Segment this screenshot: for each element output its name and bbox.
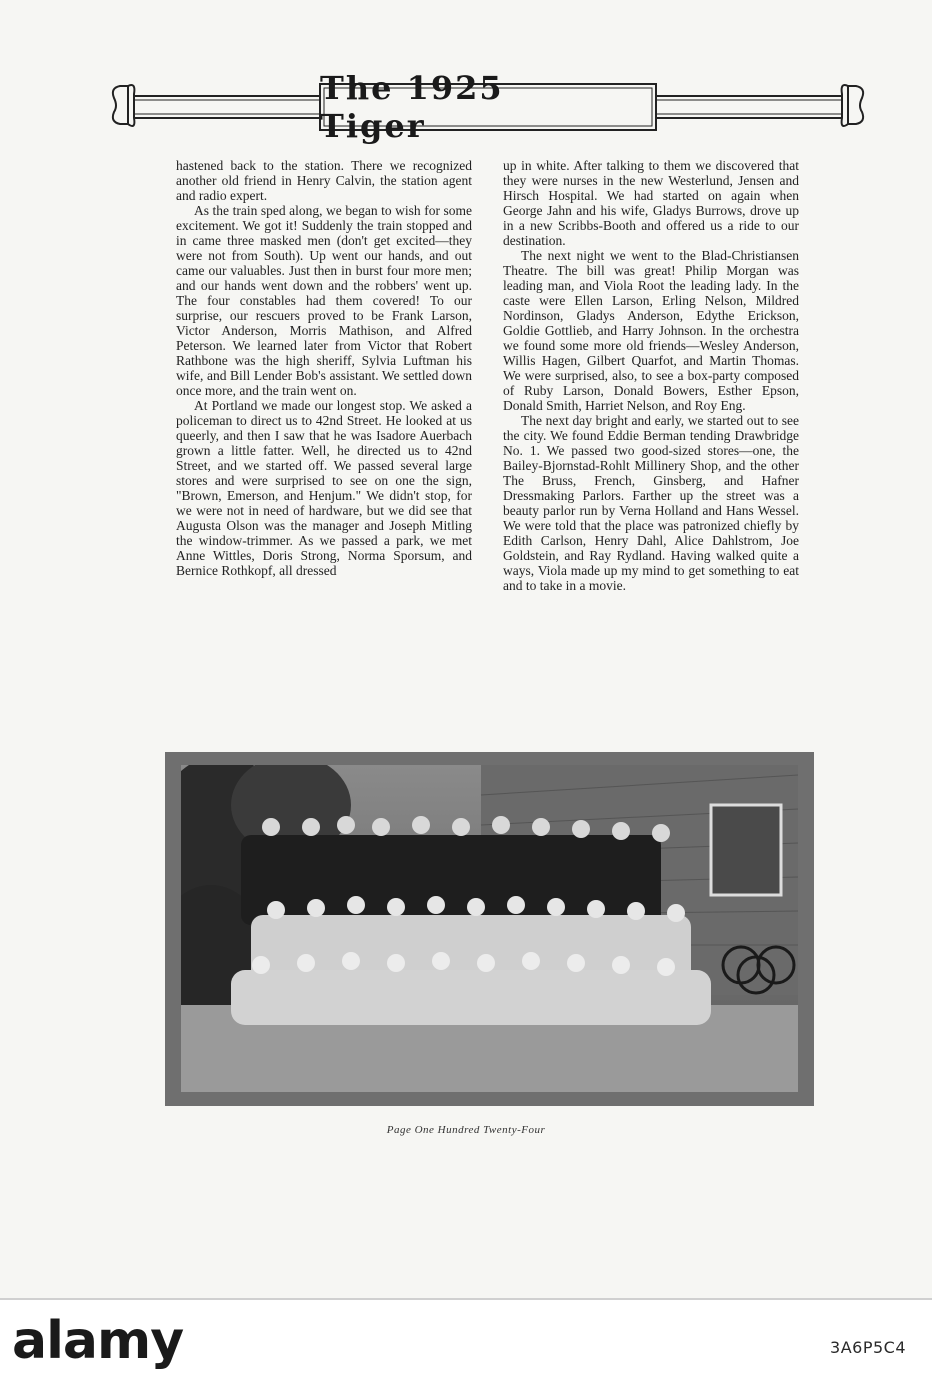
paragraph: up in white. After talking to them we discovered that they were nurses in the new Westerlund, Jensen and Hirsch Hospital. We had started on again when George Jahn and his wife, Gladys Burrows, drove up in a new Scribbs-Booth and offered us a ride to our destination.	[503, 158, 799, 248]
paragraph: At Portland we made our longest stop. We asked a policeman to direct us to 42nd Street. He looked at us queerly, and then I saw that he was Isadore Auerbach grown a little fatter. Well, he directed us to 42nd Street, and we started off. We passed several large stores and were surprised to see on one the sign, "Brown, Emerson, and Henjum." We didn't stop, for we were not in need of hardware, but we did see that Augusta Olson was the manager and Joseph Mitling the window-trimmer. As we passed a park, we met Anne Wittles, Doris Strong, Norma Sporsum, and Bernice Rothkopf, all dressed	[176, 398, 472, 578]
paragraph: As the train sped along, we began to wish for some excitement. We got it! Suddenly the train stopped and in came three masked men (don't get excited—they were not from South). Up went our hands, and out came our valuables. Just then in burst four more men; and our hands went down and the robbers' went up. The four constables had them covered! To our surprise, our rescuers proved to be Frank Larson, Victor Anderson, Morris Mathison, and Alfred Peterson. We learned later from Victor that Robert Rathbone was the high sheriff, Sylvia Luftman his wife, and Bill Lender Bob's assistant. We settled down once more, and the train went on.	[176, 203, 472, 398]
paragraph: The next day bright and early, we started out to see the city. We found Eddie Berman tending Drawbridge No. 1. We passed two good-sized stores—one, the Bailey-Bjornstad-Rohlt Millinery Shop, and the other The Bruss, French, Ginsberg, and Hafner Dressmaking Parlors. Farther up the street was a beauty parlor run by Verna Holland and Hans Wessel. We were told that the place was patronized chiefly by Edith Carlson, Henry Dahl, Alice Dahlstrom, Joe Goldstein, and Ray Rydland. Having walked quite a ways, Viola made up my mind to get something to eat and to take in a movie.	[503, 413, 799, 593]
alamy-logo: alamy	[12, 1311, 184, 1371]
text-column-left	[176, 158, 472, 578]
text-column-right	[503, 158, 799, 593]
page-number-caption: Page One Hundred Twenty-Four	[386, 1124, 546, 1136]
stock-image-id: 3A6P5C4	[830, 1338, 906, 1357]
page-title: The 1925 Tiger	[320, 69, 504, 145]
paragraph: The next night we went to the Blad-Christiansen Theatre. The bill was great! Philip Morgan was leading man, and Viola Root the leading lady. In the caste were Ellen Larson, Erling Nelson, Mildred Nordinson, Gladys Anderson, Edythe Erickson, Goldie Gottlieb, and Harry Johnson. In the orchestra we found some more old friends—Wesley Anderson, Willis Hagen, Gilbert Quarfot, and Martin Thomas. We were surprised, also, to see a box-party composed of Ruby Larson, Donald Bowers, Esther Epson, Donald Smith, Harriet Nelson, and Roy Eng.	[503, 248, 799, 413]
paragraph: hastened back to the station. There we recognized another old friend in Henry Calvin, the station agent and radio expert.	[176, 158, 472, 203]
divider	[0, 1298, 932, 1300]
class-group-photo	[181, 765, 798, 1092]
